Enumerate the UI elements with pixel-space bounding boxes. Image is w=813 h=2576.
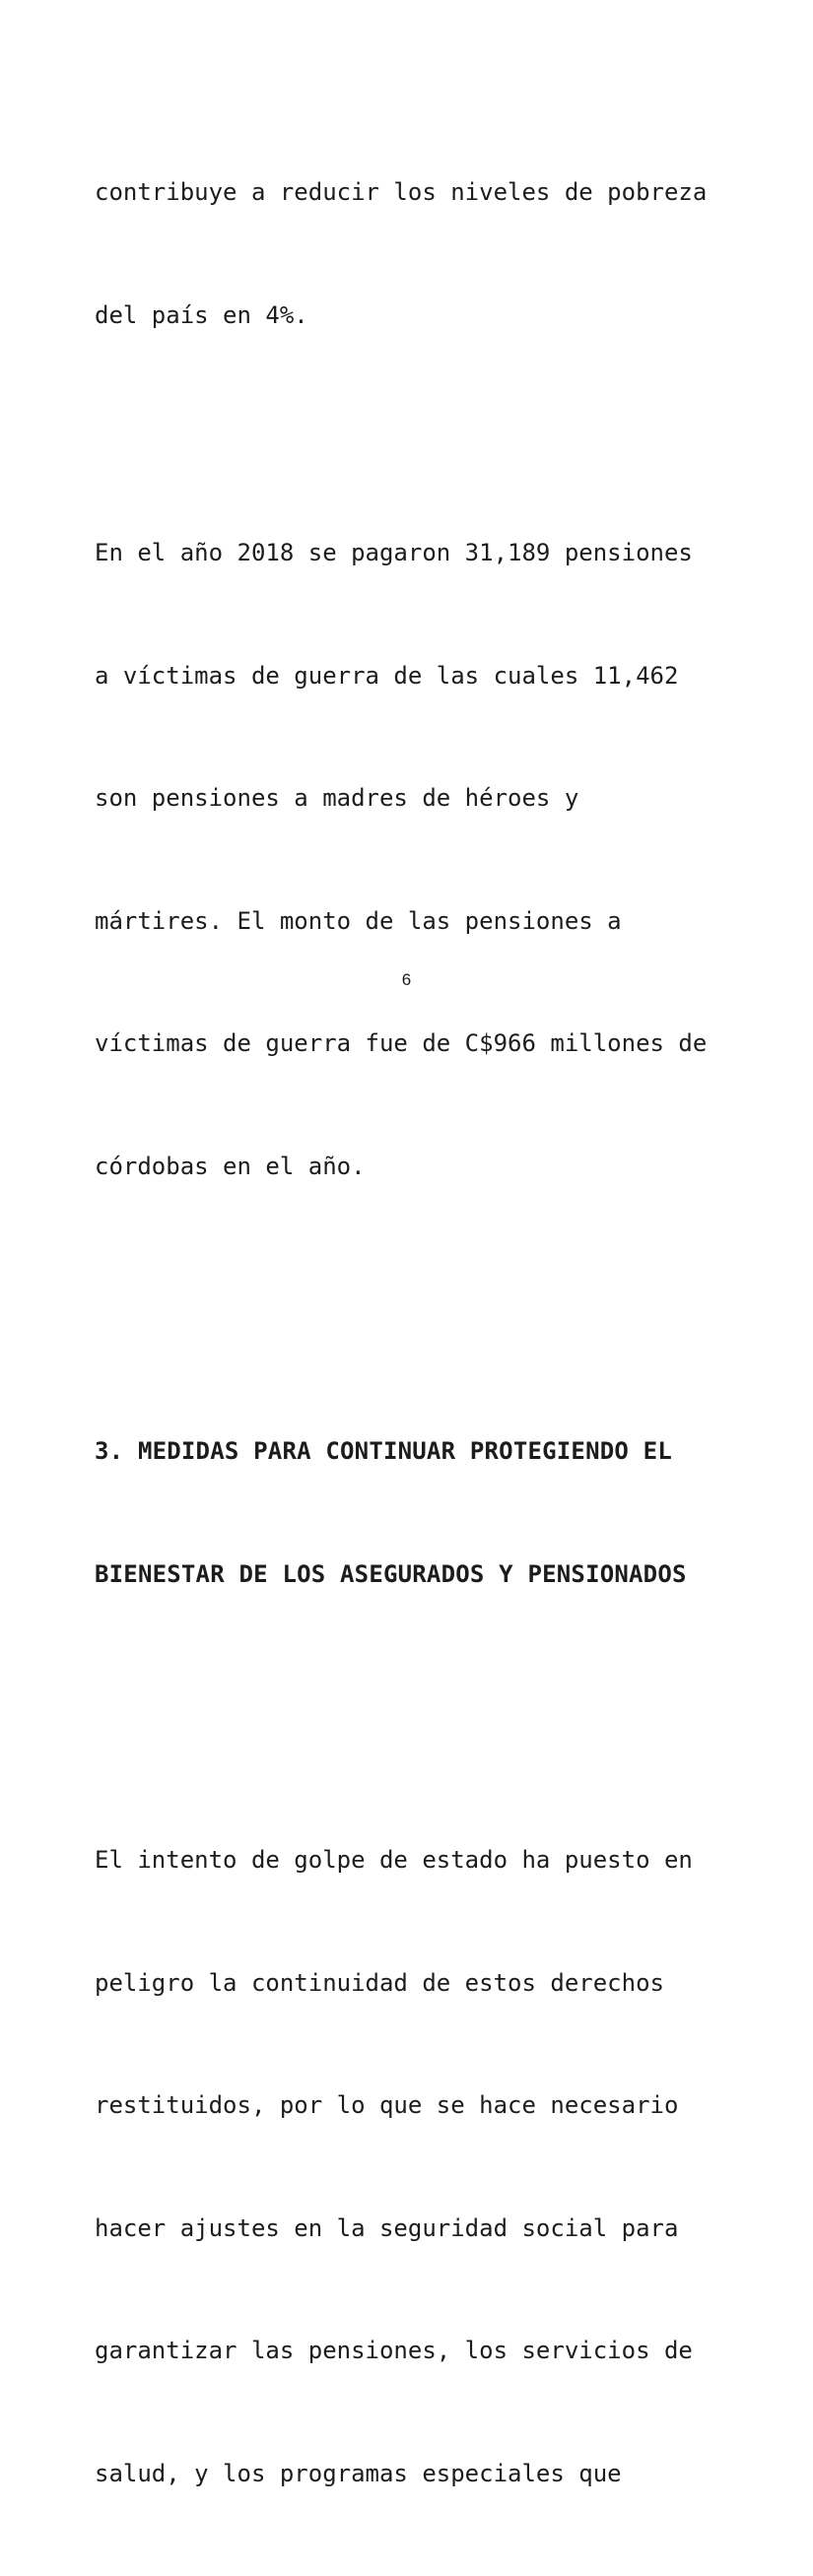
paragraph-pensions-line-6: córdobas en el año. [95,1152,366,1180]
paragraph-pensions-line-5: víctimas de guerra fue de C$966 millones de [95,1029,708,1057]
paragraph-pensions-line-2: a víctimas de guerra de las cuales 11,462 [95,661,679,690]
heading-spacer-after [95,1677,733,1758]
paragraph-spacer-1 [95,418,733,451]
paragraph-poverty [95,91,733,418]
paragraph-coup-line-4: hacer ajustes en la seguridad social para [95,2213,679,2242]
heading-section-3-line-1: 3. MEDIDAS PARA CONTINUAR PROTEGIENDO EL [95,1437,672,1465]
document-text-column [95,91,733,2576]
paragraph-pensions-line-1: En el año 2018 se pagaron 31,189 pensiones [95,539,693,566]
paragraph-pensions-line-3: son pensiones a madres de héroes y [95,784,579,812]
heading-section-3-line-2: BIENESTAR DE LOS ASEGURADOS Y PENSIONADOS [95,1559,687,1588]
paragraph-coup-line-6: salud, y los programas especiales que [95,2459,622,2487]
paragraph-coup-line-1: El intento de golpe de estado ha puesto en [95,1846,693,1874]
paragraph-coup-line-3: restituidos, por lo que se hace necesario [95,2091,679,2119]
paragraph-coup-attempt [95,1758,733,2576]
heading-spacer-before [95,1269,733,1350]
paragraph-coup-line-2: peligro la continuidad de estos derechos [95,1968,664,1997]
paragraph-pensions-2018 [95,451,733,1269]
paragraph-poverty-line-2: del país en 4%. [95,300,308,329]
paragraph-pensions-line-4: mártires. El monto de las pensiones a [95,906,622,935]
heading-section-3 [95,1350,733,1677]
paragraph-poverty-line-1: contribuye a reducir los niveles de pobreza [95,178,708,206]
paragraph-coup-line-5: garantizar las pensiones, los servicios de [95,2337,693,2364]
page-number: 6 [401,970,412,989]
